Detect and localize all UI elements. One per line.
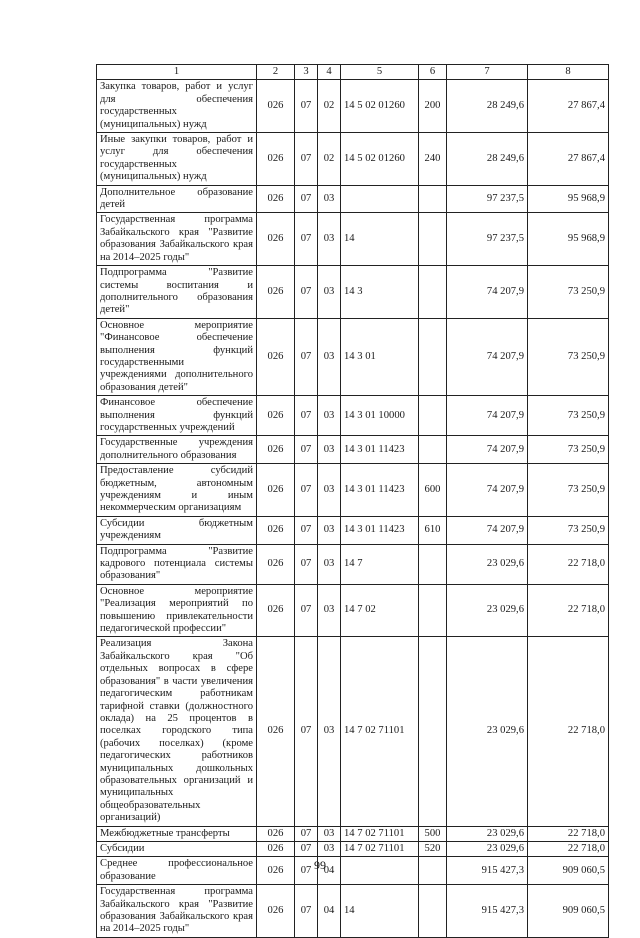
table-row [97, 885, 609, 938]
glava-code-cell: 026 [257, 436, 295, 464]
razdel-code-cell: 07 [295, 185, 318, 213]
glava-code-cell: 026 [257, 841, 295, 856]
glava-code-cell: 026 [257, 133, 295, 186]
target-article-cell: 14 3 01 11423 [341, 464, 419, 517]
amount-cell: 74 207,9 [447, 516, 528, 544]
amount-cell: 22 718,0 [528, 826, 609, 841]
column-header: 6 [419, 65, 447, 80]
podrazdel-code-cell: 02 [318, 133, 341, 186]
podrazdel-code-cell: 03 [318, 396, 341, 436]
expense-type-cell [419, 885, 447, 938]
target-article-cell: 14 [341, 213, 419, 266]
table-row [97, 826, 609, 841]
target-article-cell: 14 3 01 11423 [341, 516, 419, 544]
podrazdel-code-cell: 03 [318, 266, 341, 319]
column-number-row [97, 65, 609, 80]
expense-type-cell: 500 [419, 826, 447, 841]
glava-code-cell: 026 [257, 464, 295, 517]
amount-cell: 74 207,9 [447, 396, 528, 436]
amount-cell: 909 060,5 [528, 885, 609, 938]
razdel-code-cell: 07 [295, 266, 318, 319]
amount-cell: 73 250,9 [528, 516, 609, 544]
amount-cell: 23 029,6 [447, 826, 528, 841]
podrazdel-code-cell: 04 [318, 857, 341, 885]
amount-cell: 28 249,6 [447, 133, 528, 186]
expense-type-cell: 600 [419, 464, 447, 517]
expense-type-cell [419, 396, 447, 436]
amount-cell: 27 867,4 [528, 80, 609, 133]
expense-type-cell [419, 213, 447, 266]
row-name-cell: Среднее профессиональное образование [97, 857, 257, 885]
glava-code-cell: 026 [257, 584, 295, 637]
amount-cell: 74 207,9 [447, 436, 528, 464]
amount-cell: 74 207,9 [447, 464, 528, 517]
razdel-code-cell: 07 [295, 516, 318, 544]
row-name-cell: Реализация Закона Забайкальского края "Об отдельных вопросах в сфере образования" в части увеличения педагогическим работникам тарифной ставки (должностного оклада) на 25 процентов в поселках городского типа (рабочих поселках) (кроме педагогических работников муниципальных дошкольных образовательных организаций и муниципальных общеобразовательных организаций) [97, 637, 257, 826]
table-row [97, 185, 609, 213]
target-article-cell [341, 185, 419, 213]
amount-cell: 27 867,4 [528, 133, 609, 186]
amount-cell: 73 250,9 [528, 464, 609, 517]
glava-code-cell: 026 [257, 516, 295, 544]
table-body [97, 80, 609, 937]
glava-code-cell: 026 [257, 637, 295, 826]
razdel-code-cell: 07 [295, 436, 318, 464]
target-article-cell: 14 7 02 71101 [341, 637, 419, 826]
table-row [97, 266, 609, 319]
table-row [97, 133, 609, 186]
amount-cell: 74 207,9 [447, 266, 528, 319]
target-article-cell: 14 3 01 10000 [341, 396, 419, 436]
expense-type-cell [419, 637, 447, 826]
glava-code-cell: 026 [257, 80, 295, 133]
page-number: 99 [314, 858, 326, 872]
table-row [97, 841, 609, 856]
table-row [97, 516, 609, 544]
amount-cell: 909 060,5 [528, 857, 609, 885]
podrazdel-code-cell: 03 [318, 841, 341, 856]
amount-cell: 74 207,9 [447, 318, 528, 395]
razdel-code-cell: 07 [295, 637, 318, 826]
row-name-cell: Предоставление субсидий бюджетным, автономным учреждениям и иным некоммерческим организациям [97, 464, 257, 517]
amount-cell: 97 237,5 [447, 213, 528, 266]
podrazdel-code-cell: 03 [318, 637, 341, 826]
podrazdel-code-cell: 03 [318, 464, 341, 517]
glava-code-cell: 026 [257, 318, 295, 395]
podrazdel-code-cell: 03 [318, 544, 341, 584]
expense-type-cell: 520 [419, 841, 447, 856]
amount-cell: 22 718,0 [528, 584, 609, 637]
expense-type-cell: 200 [419, 80, 447, 133]
row-name-cell: Подпрограмма "Развитие системы воспитания и дополнительного образования детей" [97, 266, 257, 319]
column-header: 4 [318, 65, 341, 80]
table-row [97, 318, 609, 395]
amount-cell: 22 718,0 [528, 637, 609, 826]
row-name-cell: Основное мероприятие "Реализация мероприятий по повышению привлекательности педагогической профессии" [97, 584, 257, 637]
razdel-code-cell: 07 [295, 857, 318, 885]
row-name-cell: Основное мероприятие "Финансовое обеспечение выполнения функций государственными учреждениями дополнительного образования детей" [97, 318, 257, 395]
row-name-cell: Субсидии [97, 841, 257, 856]
podrazdel-code-cell: 04 [318, 885, 341, 938]
amount-cell: 73 250,9 [528, 318, 609, 395]
column-header: 8 [528, 65, 609, 80]
glava-code-cell: 026 [257, 185, 295, 213]
column-header: 3 [295, 65, 318, 80]
amount-cell: 73 250,9 [528, 266, 609, 319]
razdel-code-cell: 07 [295, 826, 318, 841]
expense-type-cell [419, 185, 447, 213]
table-row [97, 584, 609, 637]
podrazdel-code-cell: 03 [318, 213, 341, 266]
table-header [97, 65, 609, 80]
razdel-code-cell: 07 [295, 464, 318, 517]
target-article-cell: 14 [341, 885, 419, 938]
razdel-code-cell: 07 [295, 133, 318, 186]
glava-code-cell: 026 [257, 826, 295, 841]
amount-cell: 915 427,3 [447, 885, 528, 938]
podrazdel-code-cell: 03 [318, 516, 341, 544]
table-row [97, 213, 609, 266]
target-article-cell: 14 3 01 11423 [341, 436, 419, 464]
target-article-cell: 14 7 02 71101 [341, 841, 419, 856]
glava-code-cell: 026 [257, 213, 295, 266]
column-header: 5 [341, 65, 419, 80]
row-name-cell: Финансовое обеспечение выполнения функций государственных учреждений [97, 396, 257, 436]
row-name-cell: Государственная программа Забайкальского края "Развитие образования Забайкальского края на 2014–2025 годы" [97, 213, 257, 266]
table-row [97, 396, 609, 436]
amount-cell: 95 968,9 [528, 213, 609, 266]
amount-cell: 22 718,0 [528, 544, 609, 584]
podrazdel-code-cell: 03 [318, 436, 341, 464]
table-row [97, 464, 609, 517]
expense-type-cell: 240 [419, 133, 447, 186]
target-article-cell: 14 7 02 71101 [341, 826, 419, 841]
expense-type-cell: 610 [419, 516, 447, 544]
expense-type-cell [419, 436, 447, 464]
podrazdel-code-cell: 03 [318, 826, 341, 841]
row-name-cell: Дополнительное образование детей [97, 185, 257, 213]
column-header: 2 [257, 65, 295, 80]
amount-cell: 22 718,0 [528, 841, 609, 856]
table-row [97, 544, 609, 584]
target-article-cell: 14 5 02 01260 [341, 80, 419, 133]
glava-code-cell: 026 [257, 396, 295, 436]
razdel-code-cell: 07 [295, 885, 318, 938]
table-row [97, 436, 609, 464]
row-name-cell: Иные закупки товаров, работ и услуг для обеспечения государственных (муниципальных) нужд [97, 133, 257, 186]
expense-type-cell [419, 584, 447, 637]
table-row [97, 637, 609, 826]
target-article-cell: 14 7 [341, 544, 419, 584]
podrazdel-code-cell: 03 [318, 318, 341, 395]
glava-code-cell: 026 [257, 544, 295, 584]
amount-cell: 23 029,6 [447, 637, 528, 826]
target-article-cell: 14 3 01 [341, 318, 419, 395]
row-name-cell: Субсидии бюджетным учреждениям [97, 516, 257, 544]
razdel-code-cell: 07 [295, 213, 318, 266]
target-article-cell: 14 3 [341, 266, 419, 319]
razdel-code-cell: 07 [295, 396, 318, 436]
table-row [97, 80, 609, 133]
razdel-code-cell: 07 [295, 80, 318, 133]
row-name-cell: Государственные учреждения дополнительного образования [97, 436, 257, 464]
row-name-cell: Межбюджетные трансферты [97, 826, 257, 841]
expense-type-cell [419, 318, 447, 395]
row-name-cell: Государственная программа Забайкальского края "Развитие образования Забайкальского края на 2014–2025 годы" [97, 885, 257, 938]
expense-type-cell [419, 266, 447, 319]
razdel-code-cell: 07 [295, 544, 318, 584]
amount-cell: 23 029,6 [447, 841, 528, 856]
amount-cell: 23 029,6 [447, 544, 528, 584]
glava-code-cell: 026 [257, 885, 295, 938]
column-header: 1 [97, 65, 257, 80]
amount-cell: 97 237,5 [447, 185, 528, 213]
row-name-cell: Закупка товаров, работ и услуг для обеспечения государственных (муниципальных) нужд [97, 80, 257, 133]
column-header: 7 [447, 65, 528, 80]
podrazdel-code-cell: 03 [318, 584, 341, 637]
budget-table [96, 64, 609, 938]
row-name-cell: Подпрограмма "Развитие кадрового потенциала системы образования" [97, 544, 257, 584]
amount-cell: 28 249,6 [447, 80, 528, 133]
amount-cell: 73 250,9 [528, 396, 609, 436]
podrazdel-code-cell: 02 [318, 80, 341, 133]
glava-code-cell: 026 [257, 857, 295, 885]
podrazdel-code-cell: 03 [318, 185, 341, 213]
expense-type-cell [419, 544, 447, 584]
amount-cell: 73 250,9 [528, 436, 609, 464]
amount-cell: 23 029,6 [447, 584, 528, 637]
glava-code-cell: 026 [257, 266, 295, 319]
razdel-code-cell: 07 [295, 584, 318, 637]
razdel-code-cell: 07 [295, 318, 318, 395]
target-article-cell: 14 5 02 01260 [341, 133, 419, 186]
amount-cell: 915 427,3 [447, 857, 528, 885]
razdel-code-cell: 07 [295, 841, 318, 856]
amount-cell: 95 968,9 [528, 185, 609, 213]
target-article-cell: 14 7 02 [341, 584, 419, 637]
